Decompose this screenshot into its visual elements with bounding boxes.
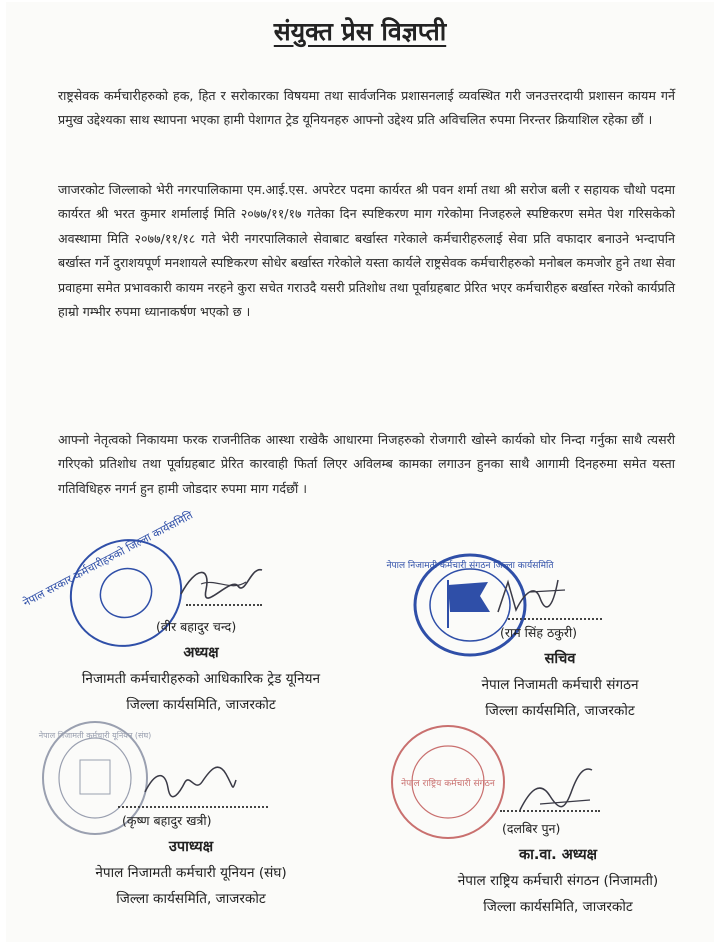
signature-top-right bbox=[490, 572, 570, 618]
signatory-2-name: (राम सिंह ठकुरी) bbox=[500, 625, 578, 640]
svg-text:नेपाल राष्ट्रिय कर्मचारी संगठन: नेपाल राष्ट्रिय कर्मचारी संगठन bbox=[401, 779, 495, 789]
signatory-4-org: नेपाल राष्ट्रिय कर्मचारी संगठन (निजामती) bbox=[457, 873, 659, 889]
signatory-2-role: सचिव bbox=[544, 651, 576, 667]
document-title: संयुक्त प्रेस विज्ञप्ती bbox=[273, 17, 447, 46]
paragraph-incident: जाजरकोट जिल्लाको भेरी नगरपालिकामा एम.आई.एस. अपरेटर पदमा कार्यरत श्री पवन शर्मा तथा श्री सरोज बली र सहायक चौथो पदमा कार्यरत श्री भरत कुमार शर्मालाई मिति २०७७/११/१७ गतेका दिन स्पष्टिकरण माग गरेकोमा निजहरुले स्पष्टिकरण समेत पेश गरिसकेको अवस्थामा मिति २०७७/११/१८ गते भेरी नगरपालिकाले सेवाबाट बर्खास्त गरेकाले कर्मचारीहरुलाई सेवा प्रति वफादार बनाउने भन्दापनि बर्खास्त गर्ने दुराशयपूर्ण मनशायले स्पष्टिकरण सोधेर बर्खास्त गरेकोले यस्ता कार्यले राष्ट्रसेवक कर्मचारीहरुको मनोबल कमजोर हुने तथा सेवा प्रवाहमा समेत प्रभावकारी कायम नरहने कुरा सचेत गराउदै यसरी प्रतिशोध तथा पूर्वाग्रहबाट प्रेरित भएर कर्मचारीहरु बर्खास्त गरेको कार्यप्रति हाम्रो गम्भीर रुपमा ध्यानाकर्षण भएको छ । bbox=[58, 182, 675, 320]
signature-bottom-left bbox=[140, 752, 240, 802]
signatory-secretary bbox=[410, 620, 710, 724]
signatory-chairman bbox=[36, 614, 366, 718]
signatory-1-office: जिल्ला कार्यसमिति, जाजरकोट bbox=[126, 697, 276, 713]
svg-text:नेपाल सरकार कर्मचारीहरुको जिल्: नेपाल सरकार कर्मचारीहरुको जिल्ला कार्यसमिति bbox=[20, 508, 195, 610]
svg-text:नेपाल निजामती कर्मचारी संगठन ज: नेपाल निजामती कर्मचारी संगठन जिल्ला कार्यसमिति bbox=[386, 561, 554, 571]
signatory-3-office: जिल्ला कार्यसमिति, जाजरकोट bbox=[116, 891, 266, 907]
signature-top-left bbox=[176, 556, 266, 606]
signature-line-4 bbox=[500, 810, 600, 812]
signatory-1-name: (वीर बहादुर चन्द) bbox=[156, 619, 237, 634]
svg-text:नेपाल निजामती कर्मचारी यूनियन: नेपाल निजामती कर्मचारी यूनियन (संघ) bbox=[38, 731, 152, 740]
signatory-1-org: निजामती कर्मचारीहरुको आधिकारिक ट्रेड यूनियन bbox=[81, 671, 321, 687]
signatory-4-role: का.वा. अध्यक्ष bbox=[518, 847, 598, 863]
paragraph-demand: आफ्नो नेतृत्वको निकायमा फरक राजनीतिक आस्था राखेकै आधारमा निजहरुको रोजगारी खोस्ने कार्यको घोर निन्दा गर्नुका साथै त्यसरी गरिएको प्रतिशोध तथा पूर्वाग्रहबाट प्रेरित कारवाही फिर्ता लिएर अविलम्ब कामका लगाउन हुनका साथै आगामी दिनहरुमा समेत यस्ता गतिविधिहरु नगर्न हुन हामी जोडदार रुपमा माग गर्दछौं । bbox=[58, 432, 675, 496]
signatory-3-org: नेपाल निजामती कर्मचारी यूनियन (संघ) bbox=[95, 865, 287, 881]
signatory-2-office: जिल्ला कार्यसमिति, जाजरकोट bbox=[485, 703, 635, 719]
paragraph-intro: राष्ट्रसेवक कर्मचारीहरुको हक, हित र सरोकारका विषयमा तथा सार्वजनिक प्रशासनलाई व्यवस्थित गरी जनउत्तरदायी प्रशासन कायम गर्ने प्रमुख उद्देश्यका साथ स्थापना भएका हामी पेशागत ट्रेड यूनियनहरु आफ्नो उद्देश्य प्रति अविचलित रुपमा निरन्तर क्रियाशिल रहेका छौं । bbox=[58, 88, 675, 128]
signature-line-1 bbox=[186, 604, 262, 606]
signatory-acting-chairman bbox=[408, 816, 708, 920]
signatory-2-org: नेपाल निजामती कर्मचारी संगठन bbox=[481, 677, 639, 693]
signatory-3-name: (कृष्ण बहादुर खत्री) bbox=[122, 813, 212, 828]
signatory-vice-chairman bbox=[36, 808, 346, 912]
signatory-3-role: उपाध्यक्ष bbox=[168, 839, 214, 855]
signatory-4-name: (दलबिर पुन) bbox=[502, 821, 561, 836]
signatory-1-role: अध्यक्ष bbox=[183, 645, 219, 661]
signatory-4-office: जिल्ला कार्यसमिति, जाजरकोट bbox=[483, 899, 633, 915]
